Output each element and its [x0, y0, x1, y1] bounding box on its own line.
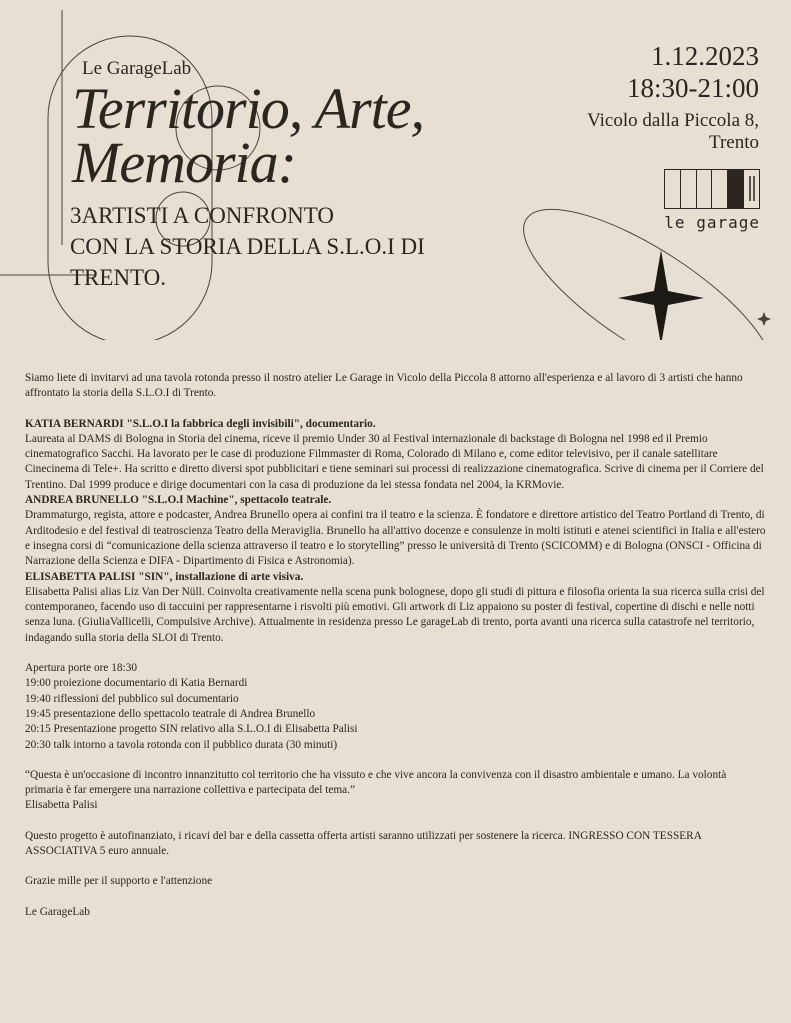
address-street: Vicolo dalla Piccola 8,: [587, 110, 759, 131]
artist-heading: ELISABETTA PALISI "SIN", installazione di arte visiva.: [25, 570, 304, 583]
schedule-item: 19:45 presentazione dello spettacolo teatrale di Andrea Brunello: [25, 707, 316, 720]
schedule-item: 19:00 proiezione documentario di Katia Bernardi: [25, 677, 248, 690]
intro-paragraph: Siamo liete di invitarvi ad una tavola rotonda presso il nostro atelier Le Garage in Vicolo della Piccola 8 attorno all'esperienza e al lavoro di 3 artisti che hanno affrontato la storia della S.L.O.I di Trento.: [25, 372, 743, 400]
schedule-item: 20:30 talk intorno a tavola rotonda con il pubblico durata (30 minuti): [25, 738, 338, 751]
event-address: [559, 110, 759, 154]
event-time: 18:30-21:00: [627, 73, 759, 103]
star-icon: [618, 250, 704, 340]
quote-author: Elisabetta Palisi: [25, 799, 98, 812]
thanks-note: Grazie mille per il supporto e l'attenzione: [25, 875, 213, 888]
address-city: Trento: [709, 132, 759, 153]
funding-note: Questo progetto è autofinanziato, i ricavi del bar e della cassetta offerta artisti saranno utilizzati per sostenere la ricerca. INGRESSO CON TESSERA ASSOCIATIVA 5 euro annuale.: [25, 829, 702, 858]
artist-heading: ANDREA BRUNELLO "S.L.O.I Machine", spettacolo teatrale.: [25, 494, 332, 507]
event-description: [25, 371, 767, 920]
event-date: 1.12.2023: [651, 41, 759, 71]
logo-text: le garage: [664, 213, 760, 232]
signature: Le GarageLab: [25, 905, 90, 918]
logo-bars-icon: [664, 169, 760, 209]
schedule-item: Apertura porte ore 18:30: [25, 662, 137, 675]
artist-bio: Laureata al DAMS di Bologna in Storia del cinema, riceve il premio Under 30 al Festival internazionale di backstage di Bologna nel 1998 ed il Premio cinematografico Sacchi. Ha lavorato per le case di produzione Filmmaster di Roma, Colorado di Milano e, come editor televisivo, per il canale satellitare Cinecinema di Tele+. Ha scritto e diretto diversi spot pubblicitari e tiene seminari sui processi di realizzazione cinematografica. Scrive di cinema per il Corriere del Trentino. Dal 1999 produce e dirige documentari con la casa di produzione da lei stessa fondata nel 2004, la KRMovie.: [25, 432, 764, 491]
subtitle-line-1: 3ARTISTI A CONFRONTO: [70, 203, 335, 228]
event-subtitle: [70, 200, 510, 293]
schedule-item: 20:15 Presentazione progetto SIN relativo alla S.L.O.I di Elisabetta Palisi: [25, 723, 358, 736]
title-line-2: Memoria:: [72, 130, 296, 195]
artist-bio: Drammaturgo, regista, attore e podcaster, Andrea Brunello opera ai confini tra il teatro e la scienza. È fondatore e direttore artistico del Teatro Portland di Trento, di Arditodesio e del festival di teatroscienza Teatro della Meraviglia. Brunello ha all'attivo docenze e consulenze in molti istituti e atenei scientifici in Italia e all'estero e insegna corsi di “comunicazione della scienza attraverso il teatro e lo storytelling” presso le università di Trento (SCICOMM) e di Bologna (ONSCI - Officina di Narrazione della Scienza e DIFA - Dipartimento di Fisica e Astronomia).: [25, 509, 766, 568]
subtitle-line-3: TRENTO.: [70, 265, 167, 290]
event-datetime: [627, 40, 759, 104]
event-title: [72, 76, 425, 195]
schedule-item: 19:40 riflessioni del pubblico sul documentario: [25, 692, 239, 705]
le-garage-logo: [664, 169, 760, 232]
organization-name: Le GarageLab: [82, 58, 192, 79]
subtitle-line-2: CON LA STORIA DELLA S.L.O.I DI: [70, 234, 425, 259]
title-line-1: Territorio, Arte,: [72, 76, 425, 141]
quote: “Questa è un'occasione di incontro innanzitutto col territorio che ha vissuto e che vive ancora la convivenza con il disastro ambientale e umano. La volontà primaria è far emergere una narrazione collettiva e partecipata del tema.”: [25, 768, 727, 797]
small-star-icon: [757, 312, 771, 326]
artist-bio: Elisabetta Palisi alias Liz Van Der Nüll. Coinvolta creativamente nella scena punk bolognese, dopo gli studi di pittura e filosofia orienta la sua ricerca sulla crisi del contemporaneo, facendo uso di taccuini per rappresentarne i risvolti più emotivi. Gli artwork di Liz appaiono su poster di festival, copertine di dischi e nelle notti senza luna. (GiuliaVallicelli, Compulsive Archive). Attualmente in residenza presso Le garageLab di trento, porta avanti una ricerca sulla catastrofe nel territorio, indagando sulla storia della SLOI di Trento.: [25, 585, 765, 644]
artist-heading: KATIA BERNARDI "S.L.O.I la fabbrica degli invisibili", documentario.: [25, 417, 376, 430]
